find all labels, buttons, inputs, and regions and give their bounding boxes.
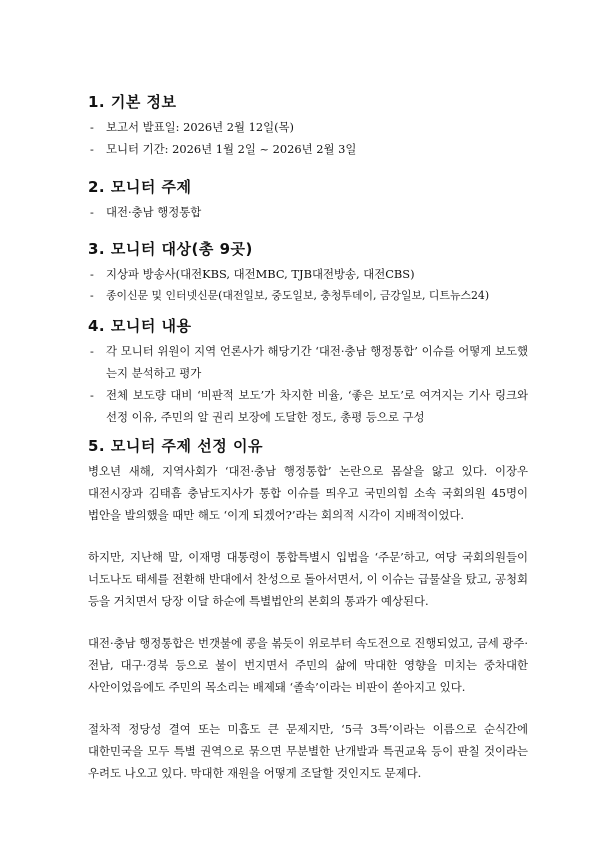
list-item: - 전체 보도량 대비 ‘비판적 보도’가 차지한 비율, ‘좋은 보도’로 여겨지는 기사 링크와 선정 이유, 주민의 알 권리 보장에 도달한 정도, 총평 등으로 구성 xyxy=(90,388,528,424)
section-targets xyxy=(88,239,528,307)
section-topic xyxy=(88,177,528,223)
list-item: - 지상파 방송사(대전KBS, 대전MBC, TJB대전방송, 대전CBS) xyxy=(90,267,415,281)
section-heading: 4. 모니터 내용 xyxy=(88,317,192,335)
section-heading: 3. 모니터 대상(총 9곳) xyxy=(88,240,253,258)
section-basic-info xyxy=(88,92,528,160)
paragraph: 병오년 새해, 지역사회가 ‘대전·충남 행정통합’ 논란으로 몸살을 앓고 있다. 이장우 대전시장과 김태흠 충남도지사가 통합 이슈를 띄우고 국민의힘 소속 국회의원 45명이 법안을 발의했을 때만 해도 ‘이게 되겠어?’라는 회의적 시각이 지배적이었다. xyxy=(88,464,528,522)
list-item: - 모니터 기간: 2026년 1월 2일 ~ 2026년 2월 3일 xyxy=(90,142,357,156)
section-heading: 5. 모니터 주제 선정 이유 xyxy=(88,437,263,455)
paragraph: 대전·충남 행정통합은 번갯불에 콩을 볶듯이 위로부터 속도전으로 진행되었고, 금세 광주·전남, 대구·경북 등으로 불이 번지면서 주민의 삶에 막대한 영향을 미치는 중차대한 사안이었음에도 주민의 목소리는 배제돼 ‘졸속’이라는 비판이 쏟아지고 있다. xyxy=(88,636,528,694)
paragraph: 하지만, 지난해 말, 이재명 대통령이 통합특별시 입법을 ‘주문’하고, 여당 국회의원들이 너도나도 태세를 전환해 반대에서 찬성으로 돌아서면서, 이 이슈는 급물살을 탔고, 공청회 등을 거치면서 당장 이달 하순에 특별법안의 본회의 통과가 예상된다. xyxy=(88,550,528,608)
section-content xyxy=(88,316,528,428)
section-heading: 2. 모니터 주제 xyxy=(88,178,192,196)
paragraph: 절차적 정당성 결여 또는 미흡도 큰 문제지만, ‘5극 3특’이라는 이름으로 순식간에 대한민국을 모두 특별 권역으로 묶으면 무분별한 난개발과 특권교육 등이 판칠 것이라는 우려도 나오고 있다. 막대한 재원을 어떻게 조달할 것인지도 문제다. xyxy=(88,722,528,780)
section-reason xyxy=(88,436,528,804)
list-item: - 보고서 발표일: 2026년 2월 12일(목) xyxy=(90,120,294,134)
section-heading: 1. 기본 정보 xyxy=(88,93,177,111)
list-item: - 종이신문 및 인터넷신문(대전일보, 중도일보, 충청투데이, 금강일보, 디트뉴스24) xyxy=(90,289,490,302)
list-item: - 대전·충남 행정통합 xyxy=(90,205,202,219)
list-item: - 각 모니터 위원이 지역 언론사가 해당기간 ‘대전·충남 행정통합’ 이슈를 어떻게 보도했는지 분석하고 평가 xyxy=(90,344,528,380)
